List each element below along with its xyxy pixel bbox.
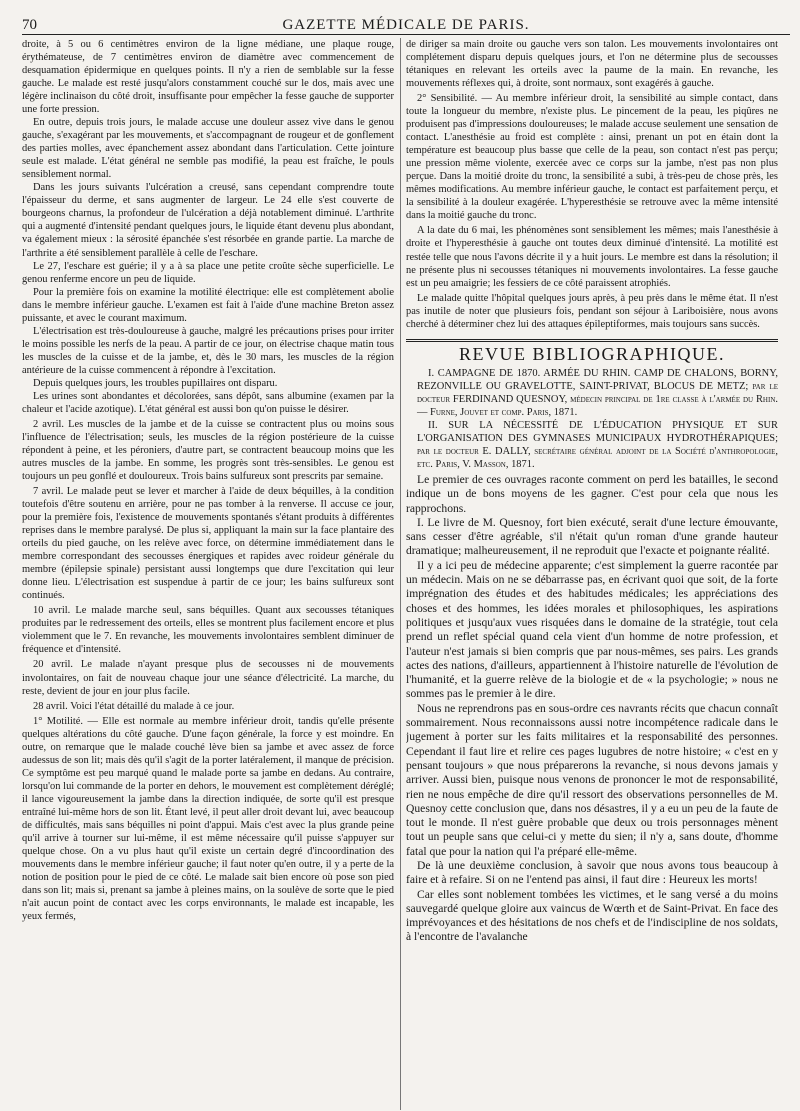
paragraph: Le premier de ces ouvrages raconte comment on perd les batailles, le second indique un de bons moyens de les gagner. C'est pour cela que nous les rapprochons. [406,472,778,515]
paragraph: Le malade quitte l'hôpital quelques jours après, à peu près dans le même état. Il n'est pas inutile de noter que plusieurs fois, pendant son séjour à Lariboisière, nous avons cherché à déterminer chez lui des attaques épileptiformes, mais toujours sans succès. [406,292,778,330]
paragraph: Il y a ici peu de médecine apparente; c'est simplement la guerre racontée par un médecin. Mais on ne se débarrasse pas, en écrivant quoi que soit, de la forte imprégnation des études et des habitudes médicales; les appréciations des choses et des hommes, les idées morales et philosophiques, les aspirations politiques et jusqu'aux vues risquées dans le domaine de la stratégie, tout cela prend un reflet spécial quand cela vient d'un homme de notre profession, et l'auteur n'est jamais si bien compris que par nous-mêmes, ses pairs. Les grands actes des nations, d'ailleurs, appartiennent à l'histoire naturelle de l'évolution de l'humanité, et la guerre relève de la biologie et de « la psychologie; » nous ne sommes pas le premier à le dire. [406,558,778,701]
running-title: GAZETTE MÉDICALE DE PARIS. [282,17,530,33]
bibliography-entry: II. SUR LA NÉCESSITÉ DE L'ÉDUCATION PHYSIQUE ET SUR L'ORGANISATION DES GYMNASES MUNICIPAUX HYDROTHÉRAPIQUES; par le docteur E. DALLY, secrétaire général adjoint de la Société d'anthropologie, etc. Paris, V. Masson, 1871. [417,419,778,470]
page-header [22,8,790,35]
paragraph: droite, à 5 ou 6 centimètres environ de la ligne médiane, une plaque rouge, érythémateuse, de 7 centimètres environ de diamètre avec commencement de desquamation épidermique en quelques points. Il n'y a rien de semblable sur la fesse gauche. Le malade est resté jusqu'alors constamment couché sur le dos, mais avec une légère inclinaison du côté droit, insuffisante pour empêcher la fesse gauche de supporter une forte pression. [22,39,394,116]
paragraph: A la date du 6 mai, les phénomènes sont sensiblement les mêmes; mais l'anesthésie à droite et l'hyperesthésie à gauche ont toutes deux diminué d'intensité. La motilité est restée telle que nous l'avons décrite il y a huit jours. Le membre est dans la résolution; il ne présente plus ni secousses tétaniques ni mouvements involontaires. La fesse gauche est un peu amaigrie; les fessiers de ce côté paraissent atrophiés. [406,225,778,289]
paragraph: Depuis quelques jours, les troubles pupillaires ont disparu. [33,377,278,389]
column-rule [394,38,406,1110]
paragraph: En outre, depuis trois jours, le malade accuse une douleur assez vive dans le genou gauche, s'exagérant par les mouvements, et s'accompagnant de rougeur et de gonflement des parties molles, avec épanchement assez abondant dans l'articulation. Cette jointure seule est malade. L'état général ne semble pas modifié, la peau est fraîche, le pouls sensiblement normal. [22,117,394,181]
paragraph: I. Le livre de M. Quesnoy, fort bien exécuté, serait d'une lecture émouvante, sans cesser d'être agréable, s'il n'était qu'un roman d'une grande hauteur dramatique; malheureusement, il ne reproduit que l'exacte et poignante réalité. [406,515,778,558]
section-title: REVUE BIBLIOGRAPHIQUE. [459,343,725,364]
paragraph: Dans les jours suivants l'ulcération a creusé, sans cependant comprendre toute l'épaisseur du derme, et sans augmenter de largeur. Le 24 elle s'est couverte de bourgeons charnus, la profondeur de l'ulcération a déjà notablement diminué. L'arthrite qui a augmenté d'intensité pendant quelques jours, le liquide étant devenu plus abondant, va également mieux : la sérosité épanchée s'est résorbée en grande partie. La marche de l'arthrite a été sensiblement parallèle à celle de l'eschare. [22,182,394,259]
paragraph: L'électrisation est très-douloureuse à gauche, malgré les précautions prises pour irriter le moins possible les nerfs de la peau. A partir de ce jour, on électrise chaque matin tous les muscles de la cuisse et de la jambe, et, dès le 30 mars, les muscles de la région antérieure de la cuisse commencent à répondre à l'excitation. [22,325,394,376]
paragraph: 7 avril. Le malade peut se lever et marcher à l'aide de deux béquilles, à la condition toutefois d'être soutenu en arrière, pour ne pas tomber à la renverse. Il accuse ce jour, pour la première fois, l'existence de mouvements spontanés s'étant produits à différentes reprises dans le membre paralysé. De plus si, appliquant la main sur la face plantaire des orteils du pied gauche, on les relève avec force, on détermine immédiatement dans le membre correspondant des secousses énergiques et rapides avec roideur générale du membre (épilepsie spinale) persistant aussi longtemps que dure l'excitation qui leur donne lieu. L'électrisation est suspendue à partir de ce jour; les bains sulfureux sont continués. [22,486,394,602]
paragraph: Nous ne reprendrons pas en sous-ordre ces navrants récits que chacun connaît sommairement. Nous reconnaissons aussi notre incompétence radicale dans le jugement à porter sur les faits militaires et la responsabilité des personnes. Cependant il faut lire et relire ces pages lugubres de notre histoire; « c'est en y pensant toujours » que nous préparerons la revanche, si nous devons jamais y arriver. Aussi bien, puisque nous venons de prononcer le mot de responsabilité, rien ne nous empêche de dire qu'il ressort des observations personnelles de M. Quesnoy cette conclusion que, dans nos désastres, il y a eu un peu de la faute de tout le monde. Il n'est guère probable que deux ou trois personnages mènent tout un peuple sans que celui-ci y mette du sien; il n'y a, sans doute, d'homme fatal que pour la nation qui l'a préparé elle-même. [406,701,778,858]
paragraph: Le 27, l'eschare est guérie; il y a à sa place une petite croûte sèche superficielle. Le genou renferme encore un peu de liquide. [22,260,394,285]
right-column [406,38,778,1110]
paragraph: De là une deuxième conclusion, à savoir que nous avons tous beaucoup à faire et à refaire. Si on ne l'entend pas ainsi, il faut dire : Heureux les morts! [406,858,778,887]
paragraph: 28 avril. Voici l'état détaillé du malade à ce jour. [33,700,235,712]
paragraph: 20 avril. Le malade n'ayant presque plus de secousses ni de mouvements involontaires, on fait de nouveau chaque jour une séance d'électricité. La marche, du reste, devient de jour en jour plus facile. [22,659,394,697]
paragraph: 10 avril. Le malade marche seul, sans béquilles. Quant aux secousses tétaniques produites par le redressement des orteils, elles se montrent plus facilement encore et plus violemment que le 7. En revanche, les mouvements involontaires semblent diminuer de fréquence et d'intensité. [22,605,394,656]
paragraph: Pour la première fois on examine la motilité électrique: elle est complètement abolie dans le membre inférieur gauche. L'examen est fait à l'aide d'une machine Breton assez puissante, et avec le courant maximum. [22,286,394,324]
paragraph: Car elles sont noblement tombées les victimes, et le sang versé a du moins sauvegardé quelque gloire aux vaincus de Wœrth et de Saint-Privat. En face des imprévoyances et des hésitations de nos chefs et de l'indiscipline de nos soldats, à l'encontre de l'avalanche [406,887,778,944]
page-number: 70 [22,17,37,33]
paragraph: 2° Sensibilité. — Au membre inférieur droit, la sensibilité au simple contact, dans toute la longueur du membre, n'existe plus. Le pincement de la peau, les piqûres ne produisent pas d'impressions douloureuses; le malade accuse seulement une sensation de contact. L'anesthésie au froid est complète : ainsi, prenant un pot en étain dont la température est beaucoup plus basse que celle de la peau, son contact n'est pas perçu; une pression même violente, exercée avec ce corps sur la jambe, n'est pas non plus perçue. Dans la moitié droite du tronc, la sensibilité a subi, à très-peu de chose près, les mêmes modifications. Au membre inférieur gauche, le contact est parfaitement perçu, et la sensibilité à la douleur exagérée. L'hyperesthésie se retrouve avec la même intensité dans la moitié gauche du tronc. [406,93,778,222]
paragraph: de diriger sa main droite ou gauche vers son talon. Les mouvements involontaires ont complétement disparu depuis quelques jours, et l'on ne détermine plus de secousses tétaniques en relevant les orteils avec la paume de la main. En revanche, les mouvements réflexes qui, à droite, sont normaux, sont exagérés à gauche. [406,39,778,90]
paragraph: 1° Motilité. — Elle est normale au membre inférieur droit, tandis qu'elle présente quelques altérations du côté gauche. D'une façon générale, la force y est moindre. En outre, on remarque que le malade couché lève bien sa jambe et avec assez de force audessus de son lit; mais dès qu'il s'agit de la porter latéralement, il manque de précision. Ce symptôme est peu marqué quand le malade porte sa jambe en dedans. Au contraire, lorsqu'on lui commande de la porter en dehors, le mouvement est complètement déréglé; il lance vigoureusement la jambe dans la direction indiquée, de sorte qu'il est presque entraîné lui-même hors de son lit. Étant levé, il peut aller droit devant lui, avec beaucoup de difficultés, mais sans béquilles ni point d'appui. Mais c'est avec la plus grande peine qu'il arrive à tourner sur lui-même, il est même nécessaire qu'il puisse s'appuyer sur quelque chose. On a vu plus haut qu'il existe un certain degré d'incoordination des mouvements dans le membre inférieur gauche; il faut noter qu'en outre, il y a perte de la notion de position pour le pied de ce côté. Le malade sait bien encore où pose son pied dans son lit; mais si, prenant sa jambe à pleines mains, on la soulève de sorte que le pied n'ait aucun point de contact avec les corps environnants, le malade est incapable, les yeux fermés, [22,715,394,923]
paragraph: 2 avril. Les muscles de la jambe et de la cuisse se contractent plus ou moins sous l'influence de l'électrisation; seuls, les muscles de la région postérieure de la cuisse répondent à peine, et les péroniers, d'autre part, se contractent beaucoup moins que les autres muscles de la jambe. En somme, les progrès sont très-sensibles. Le genou est toujours un peu gonflé et douloureux. Trois bains sulfureux sont prescrits par semaine. [22,418,394,483]
section-divider [406,339,778,342]
left-column [22,38,394,1110]
paragraph: Les urines sont abondantes et décolorées, sans dépôt, sans albumine (examen par la chaleur et l'acide azotique). L'état général est aussi bon qu'on puisse le désirer. [22,390,394,415]
bibliography-entry: I. CAMPAGNE DE 1870. ARMÉE DU RHIN. CAMP DE CHALONS, BORNY, REZONVILLE OU GRAVELOTTE, SAINT-PRIVAT, BLOCUS DE METZ; par le docteur FERDINAND QUESNOY, médecin principal de 1re classe à l'armée du Rhin. — Furne, Jouvet et comp. Paris, 1871. [417,367,778,418]
